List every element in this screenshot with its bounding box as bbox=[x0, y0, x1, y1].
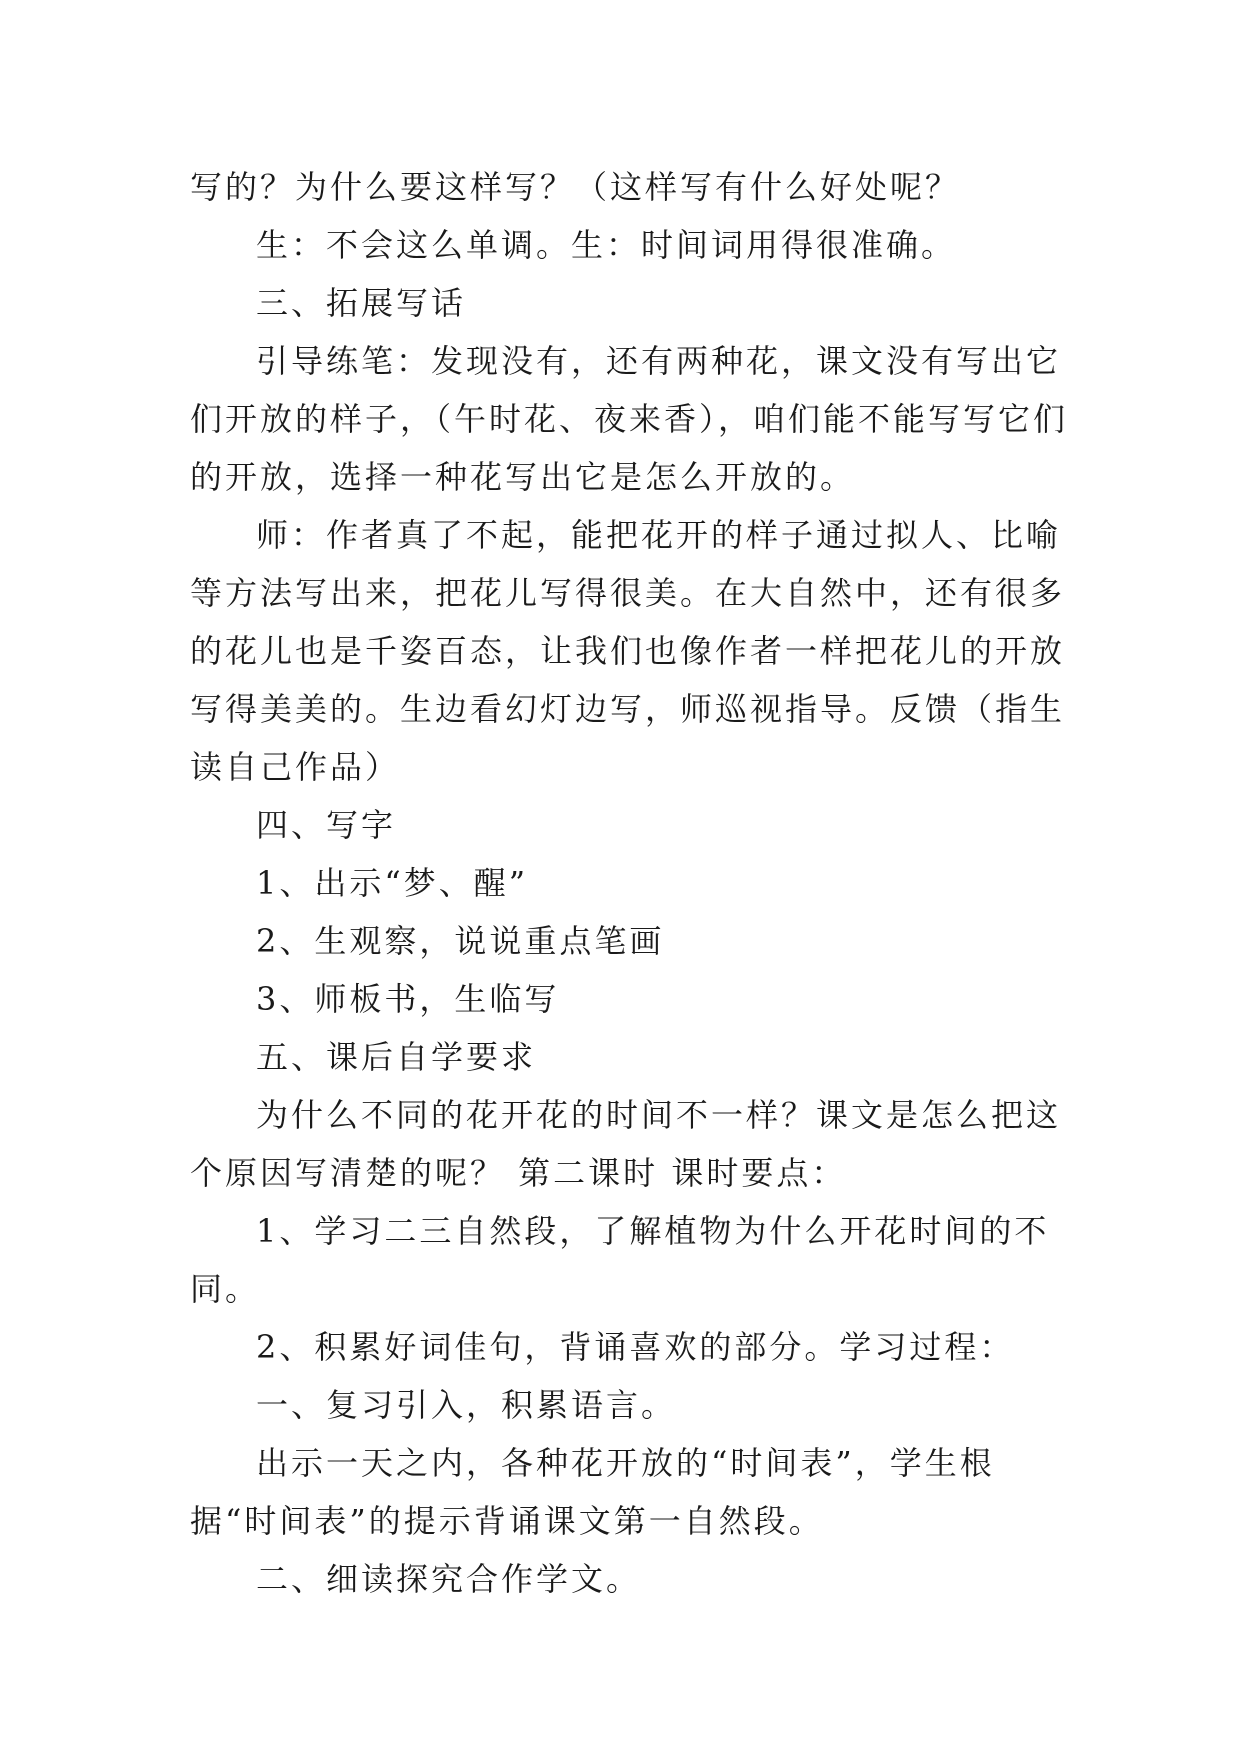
paragraph-10: 为什么不同的花开花的时间不一样？课文是怎么把这个原因写清楚的呢？ 第二课时 课时要点： bbox=[190, 1096, 1062, 1192]
section-heading-1: 一、复习引入，积累语言。 bbox=[256, 1386, 677, 1424]
list-item-4: 1、学习二三自然段，了解植物为什么开花时间的不同。 bbox=[190, 1212, 1050, 1308]
section-heading-4: 四、写字 bbox=[256, 806, 397, 844]
paragraph-0: 写的？为什么要这样写？（这样写有什么好处呢？ bbox=[190, 168, 961, 206]
paragraph-4: 师：作者真了不起，能把花开的样子通过拟人、比喻等方法写出来，把花儿写得很美。在大自然中，还有很多的花儿也是千姿百态，让我们也像作者一样把花儿的开放写得美美的。生边看幻灯边写，师巡视指导。反馈（指生读自己作品） bbox=[190, 516, 1066, 786]
list-item-3: 3、师板书，生临写 bbox=[256, 980, 560, 1018]
list-item-1: 1、出示“梦、醒” bbox=[256, 864, 529, 902]
paragraph-1: 生：不会这么单调。生：时间词用得很准确。 bbox=[256, 226, 957, 264]
list-item-2: 2、生观察，说说重点笔画 bbox=[256, 922, 665, 960]
section-heading-3: 三、拓展写话 bbox=[256, 284, 467, 322]
section-heading-5: 五、课后自学要求 bbox=[256, 1038, 537, 1076]
document-body bbox=[190, 158, 1070, 1608]
paragraph-14: 出示一天之内，各种花开放的“时间表”，学生根据“时间表”的提示背诵课文第一自然段。 bbox=[190, 1444, 995, 1540]
paragraph-3: 引导练笔：发现没有，还有两种花，课文没有写出它们开放的样子，（午时花、夜来香），咱们能不能写写它们的开放，选择一种花写出它是怎么开放的。 bbox=[190, 342, 1069, 496]
section-heading-2: 二、细读探究合作学文。 bbox=[256, 1560, 642, 1598]
list-item-5: 2、积累好词佳句，背诵喜欢的部分。学习过程： bbox=[256, 1328, 1015, 1366]
